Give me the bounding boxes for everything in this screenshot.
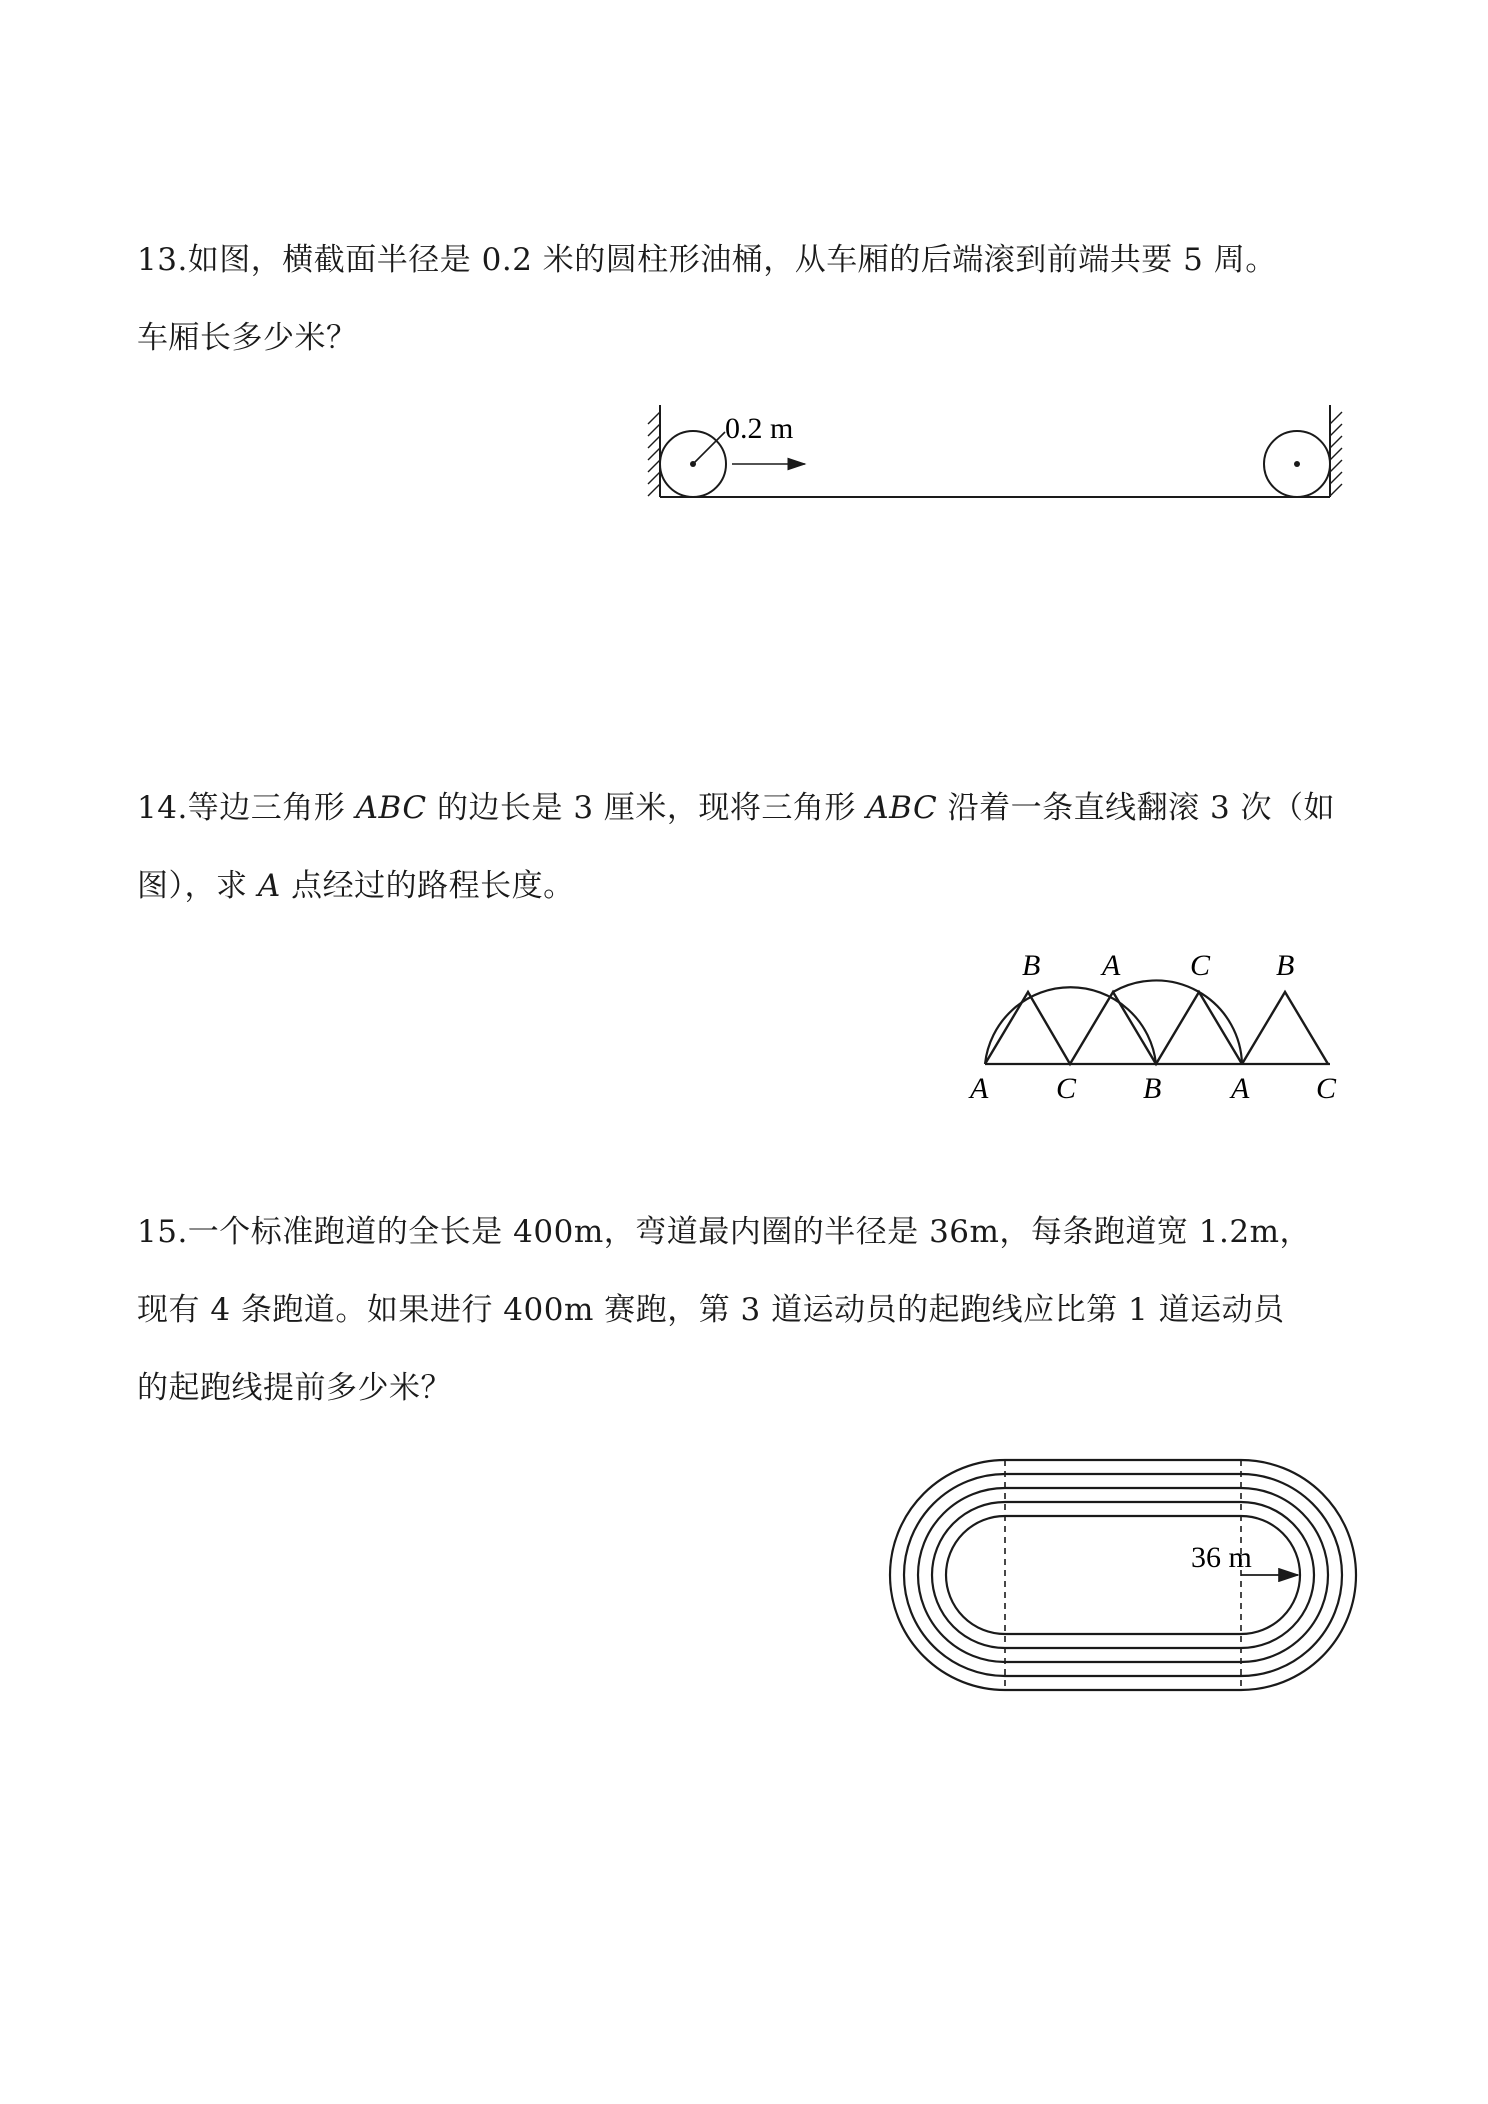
q13-rolling-barrel-figure [640, 400, 1350, 510]
q14-text-line1: 14.等边三角形 ABC 的边长是 3 厘米，现将三角形 ABC 沿着一条直线翻滚 3 次（如 [137, 790, 1336, 826]
triangle-zigzag [985, 992, 1242, 1064]
radius-label: 36 m [1191, 1541, 1252, 1574]
label-bottom-c2: C [1316, 1072, 1337, 1105]
label-bottom-a1: A [970, 1072, 989, 1105]
q14-rolling-triangle-figure [950, 940, 1350, 1110]
radius-label: 0.2 m [725, 412, 794, 445]
q15-text-line2: 现有 4 条跑道。如果进行 400m 赛跑，第 3 道运动员的起跑线应比第 1 道运动员 [137, 1292, 1285, 1328]
label-top-b2: B [1276, 949, 1295, 982]
q13-text-line1: 13.如图，横截面半径是 0.2 米的圆柱形油桶，从车厢的后端滚到前端共要 5 周。 [137, 242, 1277, 278]
right-wall-hatching [1330, 412, 1342, 496]
q15-text-line3: 的起跑线提前多少米？ [137, 1370, 452, 1406]
label-bottom-c1: C [1056, 1072, 1077, 1105]
q14-text-line2: 图），求 A 点经过的路程长度。 [137, 868, 575, 904]
radius-line [693, 432, 725, 464]
label-bottom-b: B [1143, 1072, 1162, 1105]
q13-text-line2: 车厢长多少米？ [137, 320, 358, 356]
label-bottom-a2: A [1231, 1072, 1250, 1105]
label-top-c: C [1190, 949, 1211, 982]
q15-text-line1: 15.一个标准跑道的全长是 400m，弯道最内圈的半径是 36m，每条跑道宽 1.2m， [137, 1214, 1311, 1250]
label-top-a: A [1102, 949, 1121, 982]
final-triangle [1242, 992, 1328, 1064]
left-wall-hatching [648, 412, 660, 496]
q15-running-track-figure [880, 1455, 1360, 1700]
arc-path-1 [985, 987, 1156, 1064]
label-top-b1: B [1022, 949, 1041, 982]
